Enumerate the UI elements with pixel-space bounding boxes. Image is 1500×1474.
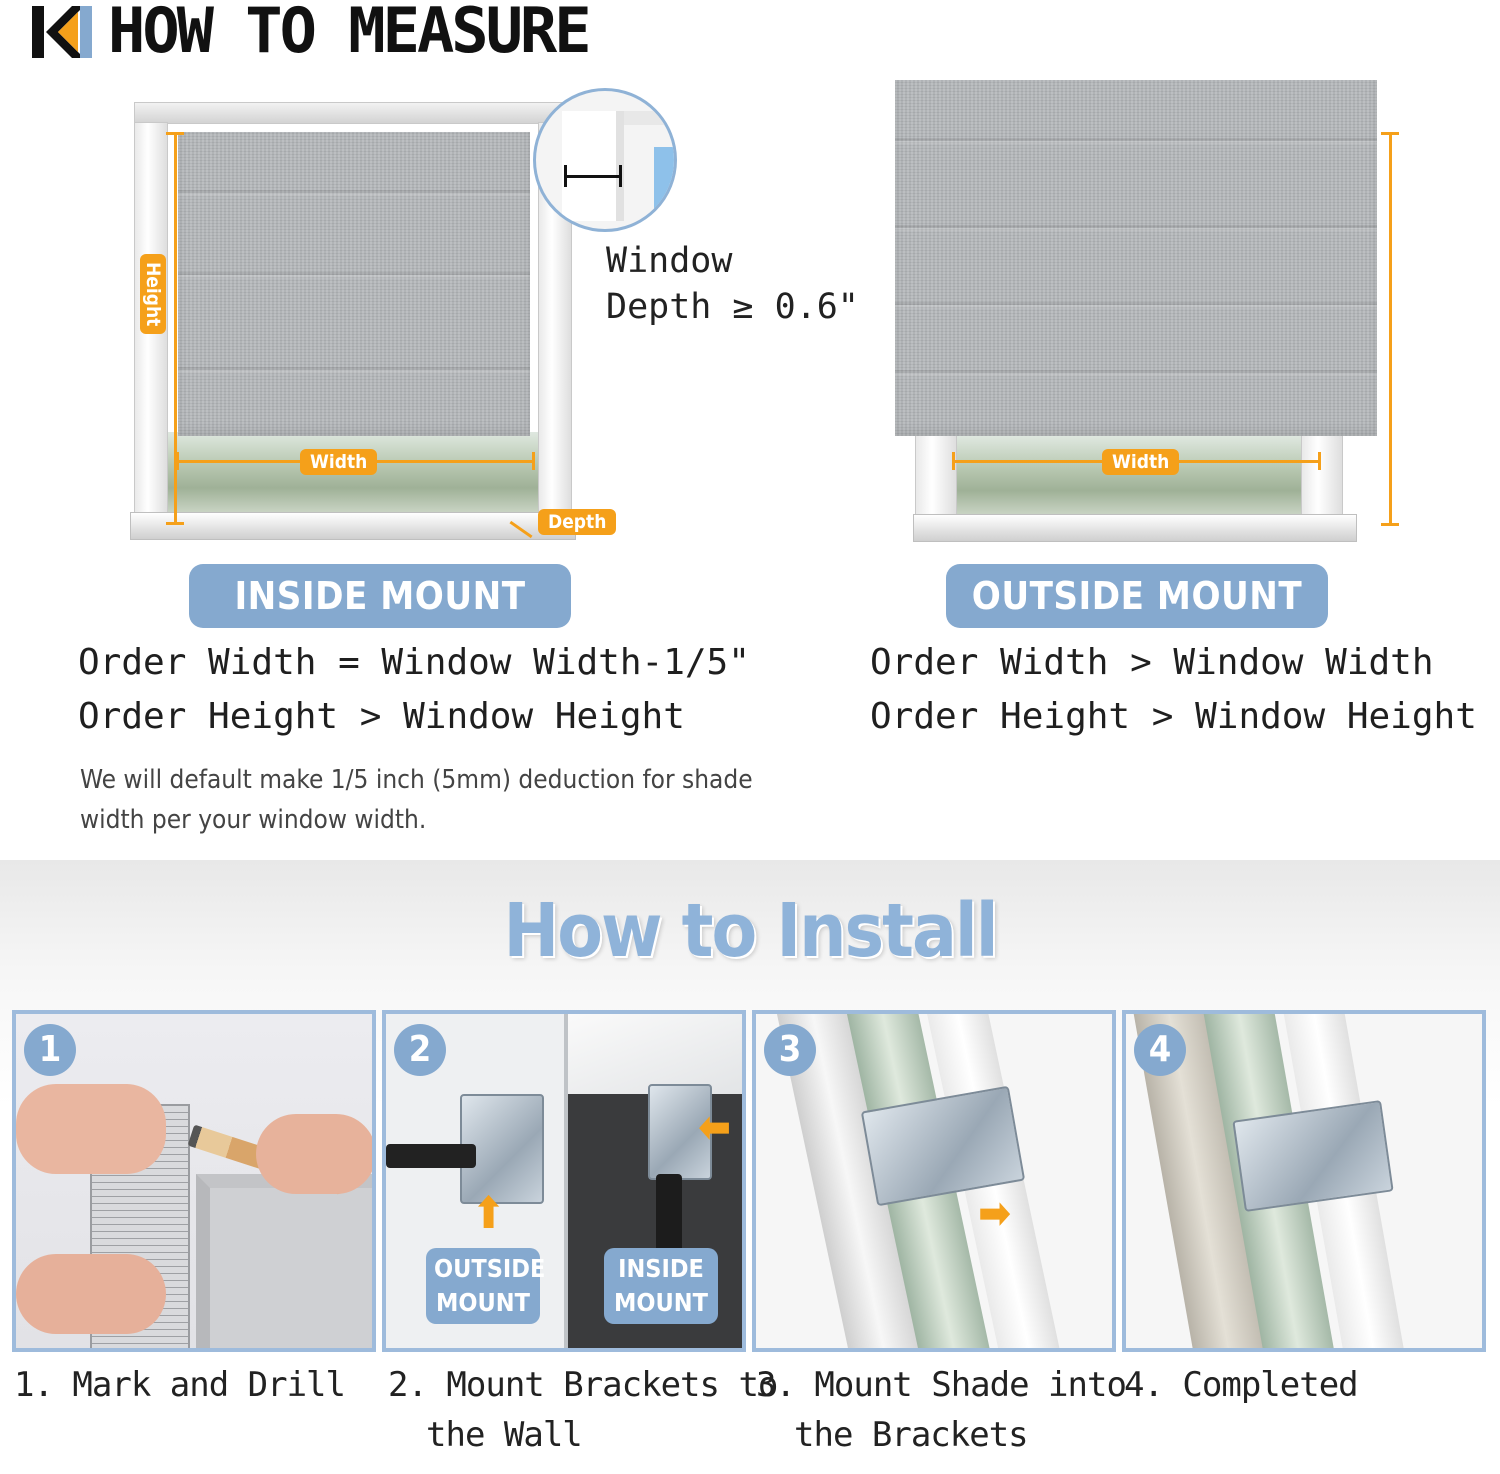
step-number: 4 xyxy=(1134,1024,1186,1076)
roman-shade xyxy=(178,132,530,436)
outside-height-measure-line xyxy=(1389,132,1392,526)
step-3-caption: 3. Mount Shade into the Brackets xyxy=(756,1365,1126,1455)
inside-mount-illustration xyxy=(130,102,580,542)
outside-width-tag: Width xyxy=(1102,449,1179,475)
arrow-up-icon: ⬆ xyxy=(472,1188,506,1239)
outside-mount-label: OUTSIDE MOUNT xyxy=(946,564,1328,628)
step-4-caption: 4. Completed xyxy=(1124,1365,1358,1405)
outside-mount-mini-tag: OUTSIDE MOUNT xyxy=(426,1248,540,1324)
page-title: HOW TO MEASURE xyxy=(108,0,589,67)
arrow-left-icon: ⬅ xyxy=(698,1102,732,1153)
outside-formula: Order Width > Window Width Order Height > Window Height xyxy=(870,642,1477,737)
deduction-note: We will default make 1/5 inch (5mm) deduction for shade width per your window width. xyxy=(80,765,753,835)
step-3-panel xyxy=(752,1010,1116,1352)
install-title: How to Install xyxy=(503,888,997,974)
step-1-caption: 1. Mark and Drill xyxy=(14,1365,345,1405)
screwdriver-icon xyxy=(386,1144,476,1168)
width-tag: Width xyxy=(300,449,377,475)
depth-tag: Depth xyxy=(538,509,616,535)
step-number: 3 xyxy=(764,1024,816,1076)
inside-formula: Order Width = Window Width-1/5" Order Height > Window Height xyxy=(78,642,750,737)
roman-shade xyxy=(895,80,1377,436)
step-1-panel xyxy=(12,1010,376,1352)
step-4-panel xyxy=(1122,1010,1486,1352)
step-number: 1 xyxy=(24,1024,76,1076)
window-depth-note: Window Depth ≥ 0.6" xyxy=(606,241,859,327)
step-2-panel xyxy=(382,1010,746,1352)
step-number: 2 xyxy=(394,1024,446,1076)
inside-mount-label: INSIDE MOUNT xyxy=(189,564,571,628)
height-tag: Height xyxy=(140,254,166,334)
step-2-caption: 2. Mount Brackets to the Wall xyxy=(388,1365,778,1455)
arrow-right-icon: ➡ xyxy=(978,1188,1012,1239)
brand-logo-icon xyxy=(32,4,92,60)
inside-mount-mini-tag: INSIDE MOUNT xyxy=(604,1248,718,1324)
depth-detail-circle xyxy=(533,88,677,232)
